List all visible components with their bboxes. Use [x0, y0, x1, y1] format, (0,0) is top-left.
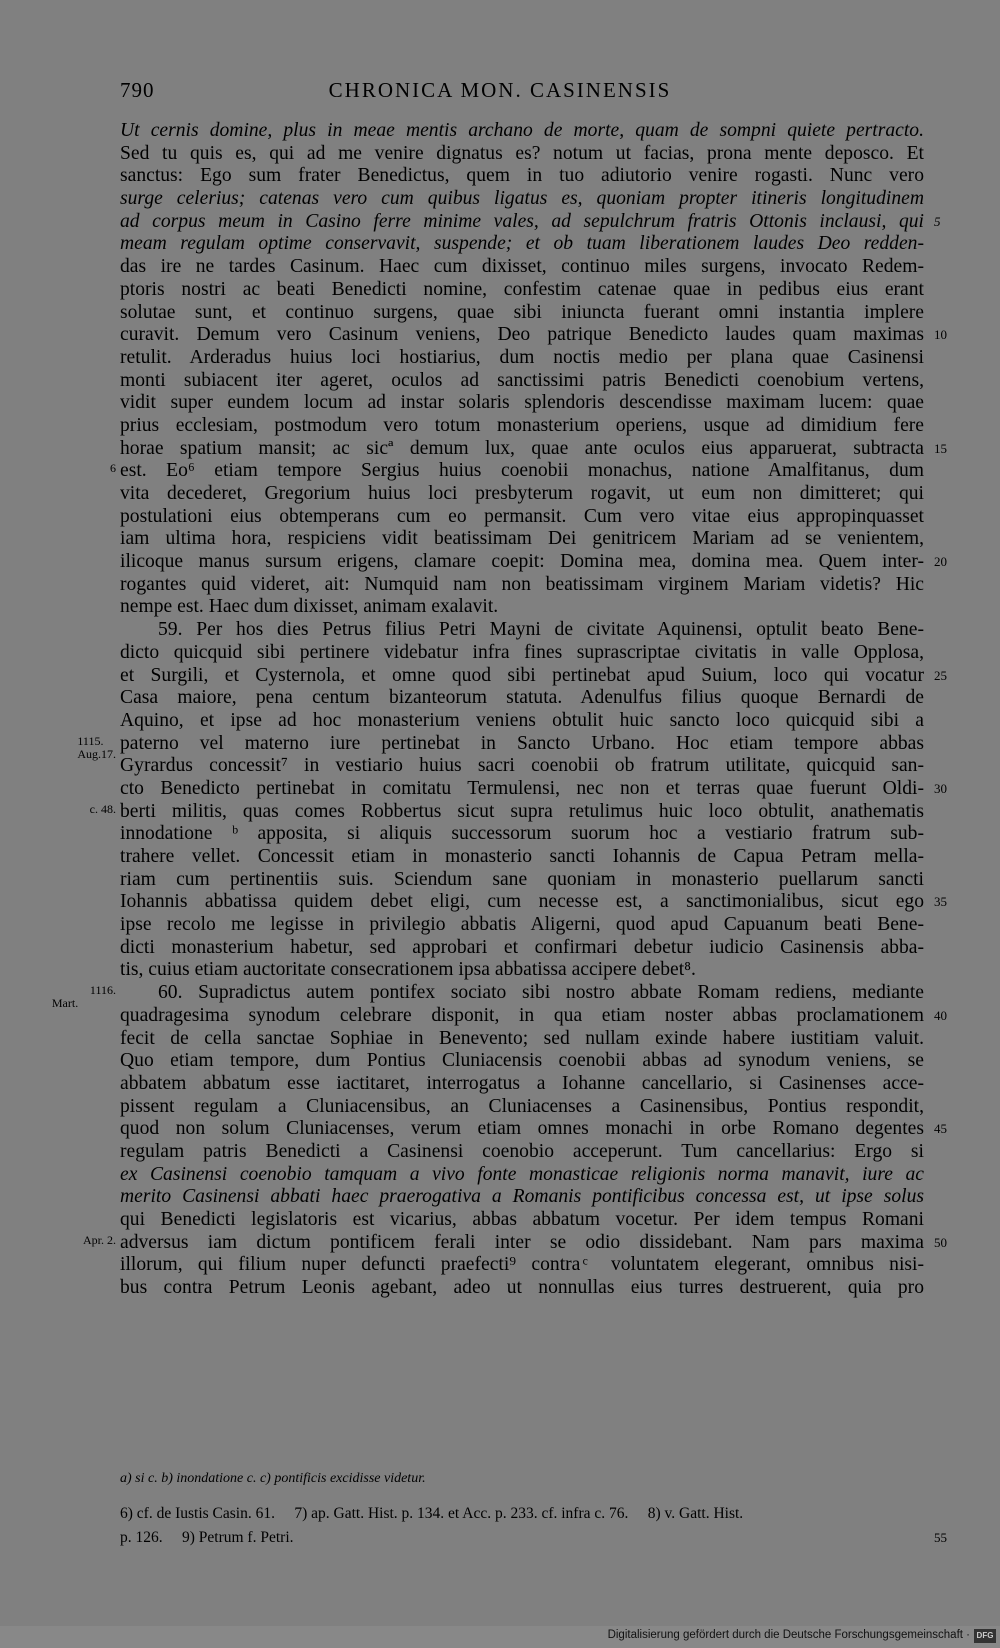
main-text — [51, 120, 947, 1300]
line-text: dicto quicquid sibi pertinere videbatur infra fines suprascriptae civitatis in valle Opplosa, — [120, 641, 924, 663]
text-line — [120, 188, 924, 211]
text-line — [83, 1231, 947, 1255]
text-line — [120, 777, 947, 801]
text-line — [120, 256, 924, 279]
text-line — [51, 982, 924, 1011]
note-text: 6) cf. de Iustis Casin. 61. 7) ap. Gatt. Hist. p. 134. et Acc. p. 233. cf. infra c. 76. 8) v. Gatt. Hist. — [120, 1505, 744, 1522]
line-text: fecit de cella sanctae Sophiae in Benevento; sed nullam exinde habere iustitiam valuit. — [120, 1027, 924, 1049]
note-text: p. 126. 9) Petrum f. Petri. — [120, 1529, 294, 1546]
line-text: nempe est. Haec dum dixisset, animam exalavit. — [120, 596, 499, 618]
line-number: 25 — [934, 667, 947, 683]
line-text: adversus iam dictum pontificem ferali inter se odio dissidebant. Nam pars maxima — [120, 1231, 924, 1253]
text-line — [120, 165, 924, 188]
margin-note: 1115. Aug.17. — [77, 733, 116, 761]
text-line — [120, 664, 947, 688]
line-text: Sed tu quis es, qui ad me venire dignatus es? notum ut facias, prona mente deposco. Et — [120, 142, 924, 164]
apparatus-notes: a) si c. b) inondatione c. c) pontificis excidisse videtur. — [120, 1471, 426, 1486]
line-text: berti militis, quas comes Robbertus sicut supra retulimus huic loco obtulit, anathematis — [120, 800, 924, 822]
text-line — [120, 959, 924, 982]
line-text: regulam patris Benedicti a Casinensi coenobio acceperunt. Tum cancellarius: Ergo si — [120, 1140, 924, 1162]
line-text: dicti monasterium habetur, sed approbari et confirmari debetur iudicio Casinensis abba- — [120, 936, 924, 958]
line-text: 60. Supradictus autem pontifex sociato sibi nostro abbate Romam rediens, mediante — [158, 982, 924, 1004]
line-text: est. Eo⁶ etiam tempore Sergius huius coenobii monachus, natione Amalfitanus, dum — [120, 460, 924, 482]
text-line — [120, 1028, 924, 1051]
line-text: Quo etiam tempore, dum Pontius Cluniacensis coenobii abbas ad synodum veniens, se — [120, 1050, 924, 1072]
text-line — [120, 143, 924, 166]
dfg-logo: DFG — [974, 1629, 996, 1643]
line-text: et Surgili, et Cysternola, et omne quod sibi pertinebat apud Suium, loco qui vocatur — [120, 664, 924, 686]
funding-credit: Digitalisierung gefördert durch die Deutsche Forschungsgemeinschaft · — [607, 1629, 970, 1641]
margin-note: Apr. 2. — [83, 1232, 116, 1247]
margin-note: 1116. Mart. — [51, 983, 116, 1011]
line-number: 45 — [934, 1121, 947, 1137]
line-text: das ire ne tardes Casinum. Haec cum dixisset, continuo miles surgens, invocato Redem- — [120, 256, 924, 278]
text-line — [77, 732, 924, 761]
line-text: qui Benedicti legislatoris est vicarius, abbas abbatum vocetur. Per idem tempus Romani — [120, 1209, 924, 1230]
text-line — [120, 528, 924, 551]
line-number: 5 — [934, 213, 941, 229]
line-text: rogantes quid videret, ait: Numquid nam non beatissimam virginem Mariam videtis? Hic — [120, 573, 924, 595]
line-text: illorum, qui filium nuper defuncti praefecti⁹ contra ͨ voluntatem elegerant, omnibus nisi- — [120, 1254, 924, 1276]
margin-note: c. 48. — [89, 801, 116, 816]
text-line — [120, 1004, 947, 1028]
text-line — [120, 279, 924, 302]
footer-bar — [0, 1626, 1000, 1648]
line-text: prius ecclesiam, postmodum vero totum monasterium operiens, usque ad dimidium fere — [120, 414, 924, 436]
line-text: paterno vel materno iure pertinebat in Sancto Urbano. Hoc etiam tempore abbas — [120, 732, 924, 754]
text-line — [120, 1141, 924, 1164]
line-text: riam cum pertinentiis suis. Sciendum sane quoniam in monasterio puellarum sancti — [120, 868, 924, 890]
text-line — [120, 574, 924, 597]
page-number: 790 — [120, 78, 155, 102]
text-line — [120, 1096, 924, 1119]
text-line — [120, 1186, 924, 1209]
line-text: iam ultima hora, respiciens vidit beatissimam Dei genitricem Mariam ad se venientem, — [120, 528, 924, 550]
text-line — [120, 710, 924, 733]
line-text: merito Casinensi abbati haec praerogativa a Romanis pontificibus concessa est, ut ipse solus — [120, 1186, 924, 1208]
source-notes — [120, 1502, 947, 1550]
line-text: ptoris nostri ac beati Benedicti nomine, confestim catenae quae in pedibus eius erant — [120, 278, 924, 300]
text-line — [120, 324, 947, 347]
text-line — [120, 210, 941, 234]
line-text: vidit super eundem locum ad instar solaris splendoris descendisse maximam lucem: quae — [120, 392, 924, 414]
text-line — [120, 619, 924, 642]
line-number: 20 — [934, 554, 947, 570]
line-number: 55 — [934, 1530, 947, 1545]
line-text: trahere vellet. Concessit etiam in monasterio sancti Iohannis de Capua Petram mella- — [120, 846, 924, 867]
line-text: vita decederet, Gregorium huius loci presbyterum rogavit, ut eum non dimitteret; qui — [120, 483, 924, 504]
line-text: surge celerius; catenas vero cum quibus ligatus es, quoniam propter itineris longitudinem — [120, 188, 924, 210]
text-line — [120, 120, 924, 143]
line-text: Iohannis abbatissa quidem debet eligi, cum necesse est, a sanctimonialibus, sicut ego — [120, 891, 924, 913]
text-line — [110, 460, 924, 483]
line-text: monti subiacent iter ageret, oculos ad sanctissimi patris Benedicti coenobium vertens, — [120, 369, 924, 391]
line-text: innodatione ᵇ apposita, si aliquis successorum suorum hoc a vestiario fratrum sub- — [120, 823, 924, 845]
text-line — [120, 823, 924, 846]
text-line — [120, 415, 924, 438]
line-text: ilicoque manus sursum erigens, clamare coepit: Domina mea, domina mea. Quem inter- — [120, 551, 924, 573]
line-text: postulationi eius obtemperans cum eo permansit. Cum vero vitae eius appropinquasset — [120, 505, 924, 527]
text-line — [120, 1050, 924, 1073]
line-text: Gyrardus concessit⁷ in vestiario huius sacri coenobii ob fratrum utilitate, quicquid san- — [120, 755, 924, 777]
line-text: ex Casinensi coenobio tamquam a vivo fonte monasticae religionis norma manavit, iure ac — [120, 1163, 924, 1185]
text-line — [120, 846, 924, 869]
note-row — [120, 1502, 924, 1526]
line-text: ad corpus meum in Casino ferre minime vales, ad sepulchrum fratris Ottonis inclausi, qui — [120, 210, 924, 232]
line-text: meam regulam optime conservavit, suspende; et ob tuam liberationem laudes Deo redden- — [120, 233, 924, 255]
text-line — [120, 1073, 924, 1096]
line-text: bus contra Petrum Leonis agebant, adeo ut nonnullas eius turres destruerent, quia pro — [120, 1277, 924, 1299]
line-text: Ut cernis domine, plus in meae mentis archano de morte, quam de sompni quiete pertracto. — [120, 120, 924, 141]
line-text: cto Benedicto pertinebat in comitatu Termulensi, nec non et terras quae fuerunt Oldi- — [120, 777, 924, 799]
text-line — [120, 370, 924, 393]
text-line — [120, 302, 924, 325]
line-text: quod non solum Cluniacenses, verum etiam omnes monachi in orbe Romano degentes — [120, 1118, 924, 1140]
line-text: Aquino, et ipse ad hoc monasterium veniens obtulit huic sancto loco quicquid sibi a — [120, 709, 924, 731]
text-line — [120, 596, 924, 619]
line-text: abbatem abbatum esse iactitaret, interrogatus a Iohanne cancellario, si Casinenses acce- — [120, 1072, 924, 1094]
text-line — [120, 642, 924, 665]
line-number: 15 — [934, 440, 947, 456]
text-line — [120, 1254, 924, 1277]
text-line — [120, 483, 924, 506]
line-number: 50 — [934, 1234, 947, 1250]
line-text: pissent regulam a Cluniacensibus, an Cluniacenses a Casinensibus, Pontius respondit, — [120, 1095, 924, 1117]
line-number: 35 — [934, 894, 947, 910]
text-line — [120, 755, 924, 778]
text-line — [120, 891, 947, 914]
running-title: CHRONICA MON. CASINENSIS — [328, 78, 672, 102]
text-line — [120, 1118, 947, 1141]
line-number: 10 — [934, 327, 947, 343]
line-text: curavit. Demum vero Casinum veniens, Deo patrique Benedicto laudes quam maximas — [120, 324, 924, 346]
line-text: ipse recolo me legisse in privilegio abbatis Aligerni, quod apud Capuanum beati Bene- — [120, 914, 924, 936]
text-line — [120, 869, 924, 892]
line-text: retulit. Arderadus huius loci hostiarius, dum noctis medio per plana quae Casinensi — [120, 346, 924, 368]
line-text: horae spatium mansit; ac sicª demum lux, quae ante oculos eius apparuerat, subtracta — [120, 437, 924, 459]
text-line — [120, 233, 924, 256]
text-line — [120, 551, 947, 574]
text-line — [120, 687, 924, 710]
text-line — [120, 347, 924, 370]
note-row — [120, 1526, 947, 1550]
page-header — [0, 78, 1000, 108]
line-text: sanctus: Ego sum frater Benedictus, quem in tuo adiutorio venire rogasti. Nunc vero — [120, 165, 924, 187]
line-text: solutae sunt, et continuo surgens, quae sibi iniuncta fuerant omni instantia implere — [120, 301, 924, 323]
text-line — [89, 800, 924, 824]
text-line — [120, 937, 924, 960]
margin-note: 6 — [110, 461, 116, 476]
text-line — [120, 914, 924, 937]
line-text: quadragesima synodum celebrare disponit, in qua etiam noster abbas proclamationem — [120, 1004, 924, 1026]
text-line — [120, 1164, 924, 1187]
text-line — [120, 392, 924, 415]
line-text: Casa maiore, pena centum bizanteorum statuta. Adenulfus filius quoque Bernardi de — [120, 687, 924, 709]
line-text: tis, cuius etiam auctoritate consecrationem ipsa abbatissa accipere debet⁸. — [120, 959, 696, 981]
text-line — [120, 437, 947, 461]
line-text: 59. Per hos dies Petrus filius Petri Mayni de civitate Aquinensi, optulit beato Bene- — [158, 619, 924, 641]
line-number: 40 — [934, 1007, 947, 1023]
text-line — [120, 506, 924, 529]
text-line — [120, 1209, 924, 1232]
text-line — [120, 1277, 924, 1300]
line-number: 30 — [934, 780, 947, 796]
